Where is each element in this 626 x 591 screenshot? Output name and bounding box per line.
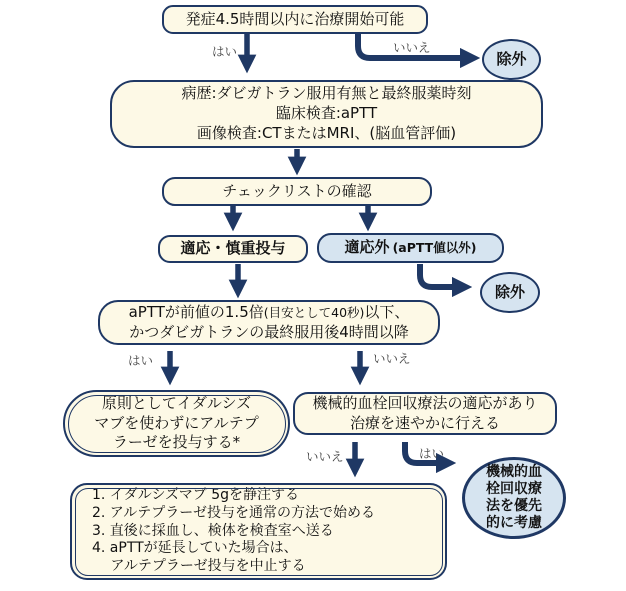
node-steps-line1: 1. イダルシズマブ 5gを静注する bbox=[92, 487, 300, 504]
node-aptt-line1b: (目安として40秒) bbox=[263, 304, 365, 320]
node-steps bbox=[70, 483, 447, 580]
node-excluded-top bbox=[482, 39, 541, 80]
node-indicated bbox=[158, 235, 308, 263]
node-indicated-text: 適応・慎重投与 bbox=[180, 239, 286, 258]
node-aptt-line1c: 以下、 bbox=[364, 302, 410, 321]
node-mech-check-line1: 機械的血栓回収療法の適応があり bbox=[312, 393, 538, 412]
node-alteplase-line1: 原則としてイダルシズ bbox=[101, 393, 252, 412]
node-steps-line4: 4. aPTTが延長していた場合は、 bbox=[92, 540, 298, 557]
node-mech-check bbox=[293, 392, 557, 435]
node-workup-line1: 病歴:ダビガトラン服用有無と最終服薬時刻 bbox=[181, 84, 472, 103]
node-alteplase-line3: ラーゼを投与する* bbox=[112, 433, 241, 452]
node-not-indicated-sub: (aPTT値以外) bbox=[392, 240, 477, 256]
node-aptt-line1a: aPTTが前値の1.5倍 bbox=[128, 302, 264, 321]
node-workup-line3: 画像検査:CTまたはMRI、(脳血管評価) bbox=[196, 123, 457, 142]
node-mech-priority bbox=[462, 457, 566, 539]
node-aptt-condition bbox=[98, 300, 440, 345]
node-not-indicated bbox=[317, 233, 504, 263]
label-yes-start: はい bbox=[212, 44, 238, 59]
label-yes-mech: はい bbox=[419, 446, 445, 461]
node-excluded-top-text: 除外 bbox=[496, 49, 527, 68]
node-steps-line2: 2. アルテプラーゼ投与を通常の方法で始める bbox=[92, 504, 375, 521]
node-alteplase bbox=[63, 390, 290, 457]
label-no-mech: いいえ bbox=[306, 449, 344, 464]
node-start bbox=[162, 5, 428, 34]
node-mech-priority-line2: 栓回収療 bbox=[486, 480, 542, 497]
label-no-aptt: いいえ bbox=[373, 351, 411, 366]
node-mech-priority-line3: 法を優先 bbox=[486, 498, 542, 514]
node-mech-priority-line1: 機械的血 bbox=[486, 463, 542, 480]
arrow-notindicated-exclude-icon bbox=[420, 264, 462, 287]
node-start-text: 発症4.5時間以内に治療開始可能 bbox=[185, 9, 405, 28]
node-excluded-mid-text: 除外 bbox=[494, 282, 525, 301]
node-excluded-mid bbox=[480, 272, 540, 313]
label-no-start: いいえ bbox=[393, 40, 431, 55]
node-workup bbox=[110, 80, 543, 148]
node-aptt-line2: かつダビガトランの最終服用後4時間以降 bbox=[129, 322, 409, 341]
node-alteplase-line2: マブを使わずにアルテプ bbox=[94, 413, 259, 432]
node-mech-priority-line4: 的に考慮 bbox=[486, 515, 542, 532]
node-workup-line2: 臨床検査:aPTT bbox=[275, 104, 378, 123]
node-checklist-text: チェックリストの確認 bbox=[222, 181, 372, 200]
node-checklist bbox=[162, 177, 432, 206]
node-steps-line3: 3. 直後に採血し、検体を検査室へ送る bbox=[92, 522, 334, 539]
node-mech-check-line2: 治療を速やかに行える bbox=[349, 413, 500, 432]
node-steps-line5: アルテプラーゼ投与を中止する bbox=[92, 558, 306, 575]
label-yes-aptt: はい bbox=[128, 353, 154, 368]
node-not-indicated-main: 適応外 bbox=[344, 238, 390, 257]
